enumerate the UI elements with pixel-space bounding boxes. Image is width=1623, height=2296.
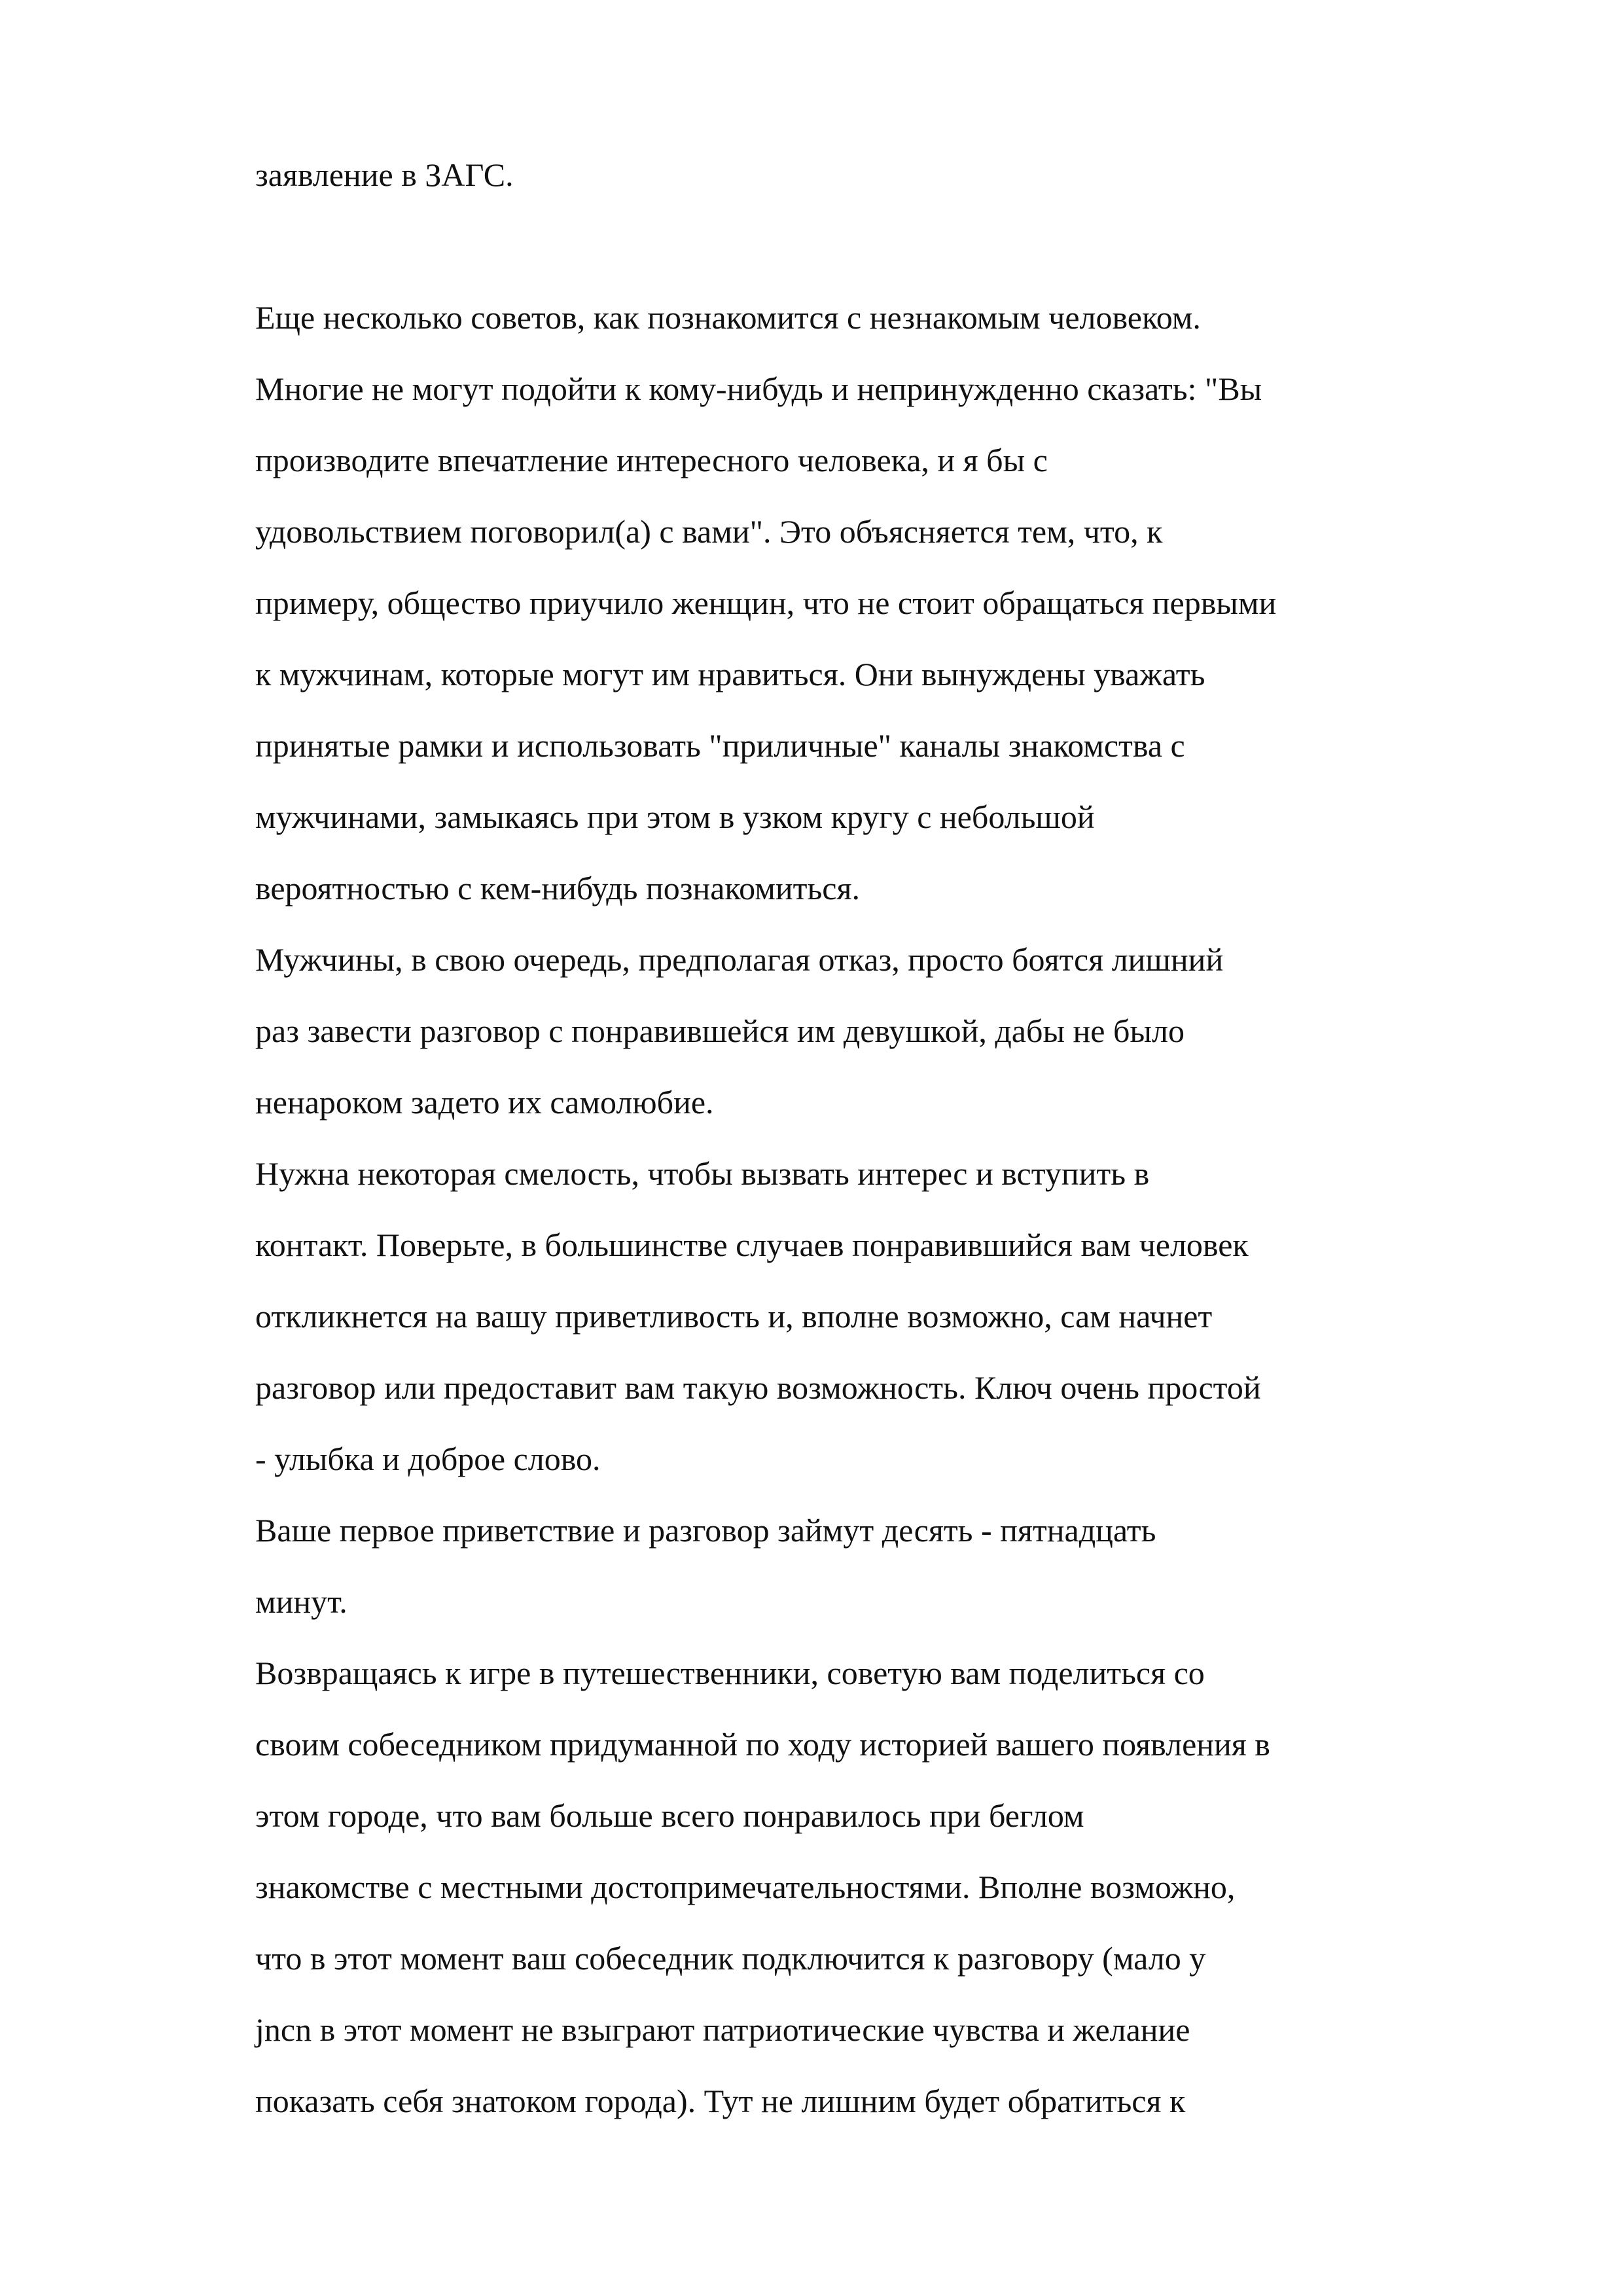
text-line: - улыбка и доброе слово. xyxy=(255,1441,601,1477)
body-text xyxy=(255,139,1381,2137)
text-line: Мужчины, в свою очередь, предполагая отказ, просто боятся лишний xyxy=(255,941,1224,978)
text-line: показать себя знатоком города). Тут не лишним будет обратиться к xyxy=(255,2083,1186,2119)
text-line: своим собеседником придуманной по ходу историей вашего появления в xyxy=(255,1726,1270,1763)
text-line: мужчинами, замыкаясь при этом в узком кругу с небольшой xyxy=(255,798,1095,835)
text-line: принятые рамки и использовать "приличные" каналы знакомства с xyxy=(255,727,1185,764)
text-line: раз завести разговор с понравившейся им девушкой, дабы не было xyxy=(255,1013,1185,1049)
text-line: контакт. Поверьте, в большинстве случаев понравившийся вам человек xyxy=(255,1227,1249,1263)
text-line: Многие не могут подойти к кому-нибудь и непринужденно сказать: "Вы xyxy=(255,370,1262,407)
text-line: откликнется на вашу приветливость и, вполне возможно, сам начнет xyxy=(255,1298,1213,1335)
text-line: Ваше первое приветствие и разговор займут десять - пятнадцать xyxy=(255,1512,1156,1549)
text-line: Еще несколько советов, как познакомится с незнакомым человеком. xyxy=(255,299,1201,336)
text-line: заявление в ЗАГС. xyxy=(255,156,514,193)
text-line: Нужна некоторая смелость, чтобы вызвать интерес и вступить в xyxy=(255,1155,1150,1192)
text-line: ненароком задето их самолюбие. xyxy=(255,1084,714,1121)
text-line: удовольствием поговорил(а) с вами". Это объясняется тем, что, к xyxy=(255,513,1163,550)
text-line: что в этот момент ваш собеседник подключится к разговору (мало у xyxy=(255,1940,1206,1977)
text-line: этом городе, что вам больше всего понравилось при беглом xyxy=(255,1797,1084,1834)
text-line: производите впечатление интересного человека, и я бы с xyxy=(255,442,1048,478)
text-line: минут. xyxy=(255,1583,348,1620)
text-line: jncn в этот момент не взыграют патриотические чувства и желание xyxy=(255,2011,1190,2048)
text-line: к мужчинам, которые могут им нравиться. Они вынуждены уважать xyxy=(255,656,1205,692)
text-line: разговор или предоставит вам такую возможность. Ключ очень простой xyxy=(255,1369,1261,1406)
paragraph-gap xyxy=(255,211,1381,282)
text-line: Возвращаясь к игре в путешественники, советую вам поделиться со xyxy=(255,1655,1205,1691)
text-line: примеру, общество приучило женщин, что не стоит обращаться первыми xyxy=(255,584,1277,621)
text-line: знакомстве с местными достопримечательностями. Вполне возможно, xyxy=(255,1869,1236,1905)
text-line: вероятностью с кем-нибудь познакомиться. xyxy=(255,870,860,906)
